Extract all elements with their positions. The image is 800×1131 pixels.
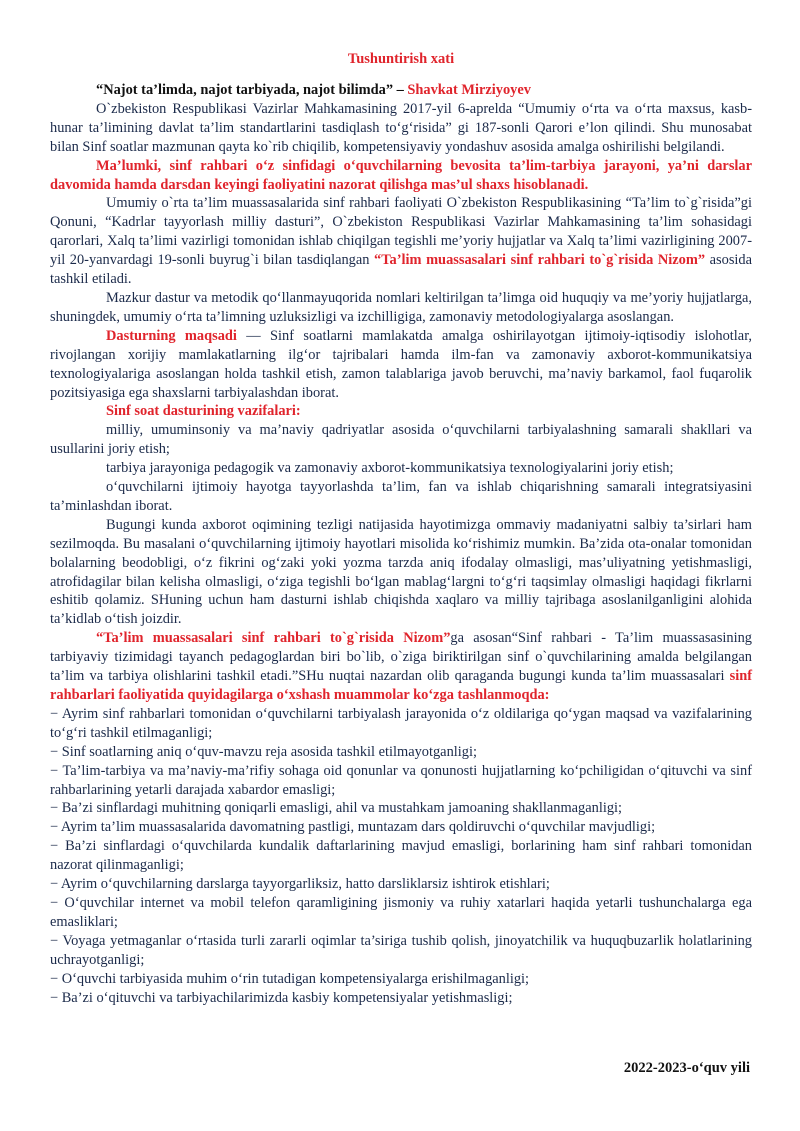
problem-item: − Sinf soatlarning aniq o‘quv-mavzu reja asosida tashkil etilmayotganligi; xyxy=(50,743,477,760)
epigraph-author: Shavkat Mirziyoyev xyxy=(407,82,531,98)
problems-intro-highlight: sinf rahbarlari faoliyatida quyidagilarga o‘xshash muammolar ko‘zga tashlanmoqda: xyxy=(50,668,752,703)
epigraph-quote: “Najot ta’limda, najot tarbiyada, najot bilimda” – xyxy=(96,82,408,98)
paragraph-class-teacher-role: Ma’lumki, sinf rahbari o‘z sinfidagi o‘quvchilarning bevosita ta’lim-tarbiya jarayoni, ya’ni darslar davomida hamda darsdan keyingi faoliyatini nazorat qilishga mas’ul shaxs hisoblanadi. xyxy=(50,157,752,193)
problem-item: − Voyaga yetmaganlar o‘rtasida turli zararli oqimlar ta’siriga tushib qolish, jinoyatchilik va huquqbuzarlik holatlarining uchrayotganligi; xyxy=(50,932,752,968)
academic-year: 2022-2023-o‘quv yili xyxy=(623,1060,750,1076)
problem-item: − Ta’lim-tarbiya va ma’naviy-ma’rifiy sohaga oid qonunlar va qonunosti hujjatlarning ko‘pchiligidan o‘qituvchi va sinf rahbarlarining yetarli darajada xabardor emasligi; xyxy=(50,762,752,798)
legal-basis-text: Umumiy o`rta ta’lim muassasalarida sinf rahbari faoliyati O`zbekiston Respublikasining “Ta’lim to`g`risida”gi Qonuni, “Kadrlar tayyorlash milliy dasturi”, O`zbekiston Respublikasi Vazirlar Mahkamasining ta’lim sohasidagi qarorlari, Xalq ta’limi vazirligi tomonidan ishlab chiqilgan tegishli me’yoriy hujjatlar va Xalq ta’limi vazirligining 2007-yil 20-yanvardagi 19-sonli buyrug`i bilan tasdiqlangan xyxy=(50,195,752,269)
paragraph-mass-culture: Bugungi kunda axborot oqimining tezligi natijasida hayotimizga ommaviy madaniyatni salbiy ta’sirlari ham sezilmoqda. Bu masalani o‘quvchilarning ijtimoiy hayotlari misolida ko‘rishimiz mumkin. Ba’zida ota-onalar tomonidan bolalarning beodobligi, o‘z fikrini og‘zaki yoki yozma tarzda aniq ifodalay olmasligi, mas’uliyatning yetishmasligi, atrofidagilar bilan kelisha olmasligi, o‘ziga tegishli bo‘lgan mablag‘largni to‘g‘ri taqsimlay olmasligi haqidagi fikrlarni eshitib qolamiz. SHuning uchun ham dasturni ishlab chiqishda xaqlaro va milliy tajribaga asoslanilganligini alohida ta’kidlab o‘tish joizdir. xyxy=(50,516,752,628)
nizom-definition-text: ga asosan“Sinf rahbari - Ta’lim muassasasining tarbiyaviy tizimidagi tayanch pedagoglardan biri bo`lib, o`ziga biriktirilgan sinf o`quvchilarining amalda belgilangan ta’lim va tarbiya olishlarini tashkil etadi.”SHu nuqtai nazardan olib qaraganda bugungi kunda ta’lim muassasalari xyxy=(50,630,752,685)
goal-label: Dasturning maqsadi xyxy=(106,327,237,344)
task-item: o‘quvchilarni ijtimoiy hayotga tayyorlashda ta’lim, fan va ishlab chiqarishning samarali integratsiyasini ta’minlashdan iborat. xyxy=(50,479,752,514)
nizom-highlight: “Ta’lim muassasalari sinf rahbari to`g`risida Nizom” xyxy=(374,252,706,269)
problem-item: − Ba’zi sinflardagi o‘quvchilarda kundalik daftarlarining mavjud emasligi, borlarining ham sinf rahbari tomonidan nazorat qilinmaganligi; xyxy=(50,838,752,874)
problem-item: − Ba’zi sinflardagi muhitning qoniqarli emasligi, ahil va mustahkam jamoaning shakllanmaganligi; xyxy=(50,800,623,817)
problem-item: − O‘quvchilar internet va mobil telefon qaramligining jismoniy va ruhiy xatarlari haqida yetarli tushunchalarga ega emasliklari; xyxy=(50,894,752,930)
goal-text: — Sinf soatlarni mamlakatda amalga oshirilayotgan ijtimoiy-iqtisodiy islohotlar, rivojlangan xorijiy mamlakatlarning ilg‘or tajribalari hamda ilm-fan va zamonaviy axborot-kommunikatsiya texnologiyalariga asoslangan holda tashkil etish, zamon talablariga javob beruvchi, ma’naviy barkamol, faol fuqarolik pozitsiyasiga ega shaxslarni tarbiyalashdan iborat. xyxy=(50,327,753,401)
problem-item: − O‘quvchi tarbiyasida muhim o‘rin tutadigan kompetensiyalarga erishilmaganligi; xyxy=(50,970,530,987)
paragraph-program-goal xyxy=(50,327,752,403)
problem-item: − Ba’zi o‘qituvchi va tarbiyachilarimizda kasbiy kompetensiyalar yetishmasligi; xyxy=(50,989,513,1006)
problem-item: − Ayrim o‘quvchilarning darslarga tayyorgarliksiz, hatto darsliklarsiz ishtirok etishlari; xyxy=(50,876,550,893)
paragraph-program-basis: Mazkur dastur va metodik qo‘llanmayuqorida nomlari keltirilgan ta’limga oid huquqiy va me’yoriy hujjatlarga, shuningdek, umumiy o‘rta ta’limning uzluksizligi va izchilligiga, zamonaviy metodologiyalarga asoslangan. xyxy=(50,289,752,325)
task-item: tarbiya jarayoniga pedagogik va zamonaviy axborot-kommunikatsiya texnologiyalarini joriy etish; xyxy=(106,460,674,477)
document-title: Tushuntirish xati xyxy=(347,51,455,67)
nizom-definition-highlight: “Ta’lim muassasalari sinf rahbari to`g`risida Nizom” xyxy=(96,630,451,647)
task-item: milliy, umuminsoniy va ma’naviy qadriyatlar asosida o‘quvchilarni tarbiyalashning samarali shakllari va usullarini joriy etish; xyxy=(50,422,752,458)
paragraph-intro: O`zbekiston Respublikasi Vazirlar Mahkamasining 2017-yil 6-aprelda “Umumiy o‘rta va o‘rta maxsus, kasb-hunar ta’limining davlat ta’lim standartlarini tasdiqlash to‘g‘risida” gi 187-sonli Qarori e’lon qilindi. Shu munosabat bilan Sinf soatlar mazmunan qayta ko`rib chiqilib, kompetensiyaviy yondashuv asosida amalga oshirilishi belgilandi. xyxy=(50,100,752,155)
paragraph-nizom-definition xyxy=(50,629,752,705)
legal-basis-tail: asosida tashkil etiladi. xyxy=(50,252,752,288)
problem-item: − Ayrim ta’lim muassasalarida davomatning pastligi, muntazam dars qoldiruvchi o‘quvchilar mavjudligi; xyxy=(50,819,656,836)
problem-item: − Ayrim sinf rahbarlari tomonidan o‘quvchilarni tarbiyalash jarayonida o‘z oldilariga qo‘ygan maqsad va vazifalarining to‘g‘ri tashkil etilmaganligi; xyxy=(50,705,752,741)
tasks-heading: Sinf soat dasturining vazifalari: xyxy=(106,403,301,420)
paragraph-legal-basis xyxy=(50,194,752,289)
epigraph xyxy=(50,81,752,100)
